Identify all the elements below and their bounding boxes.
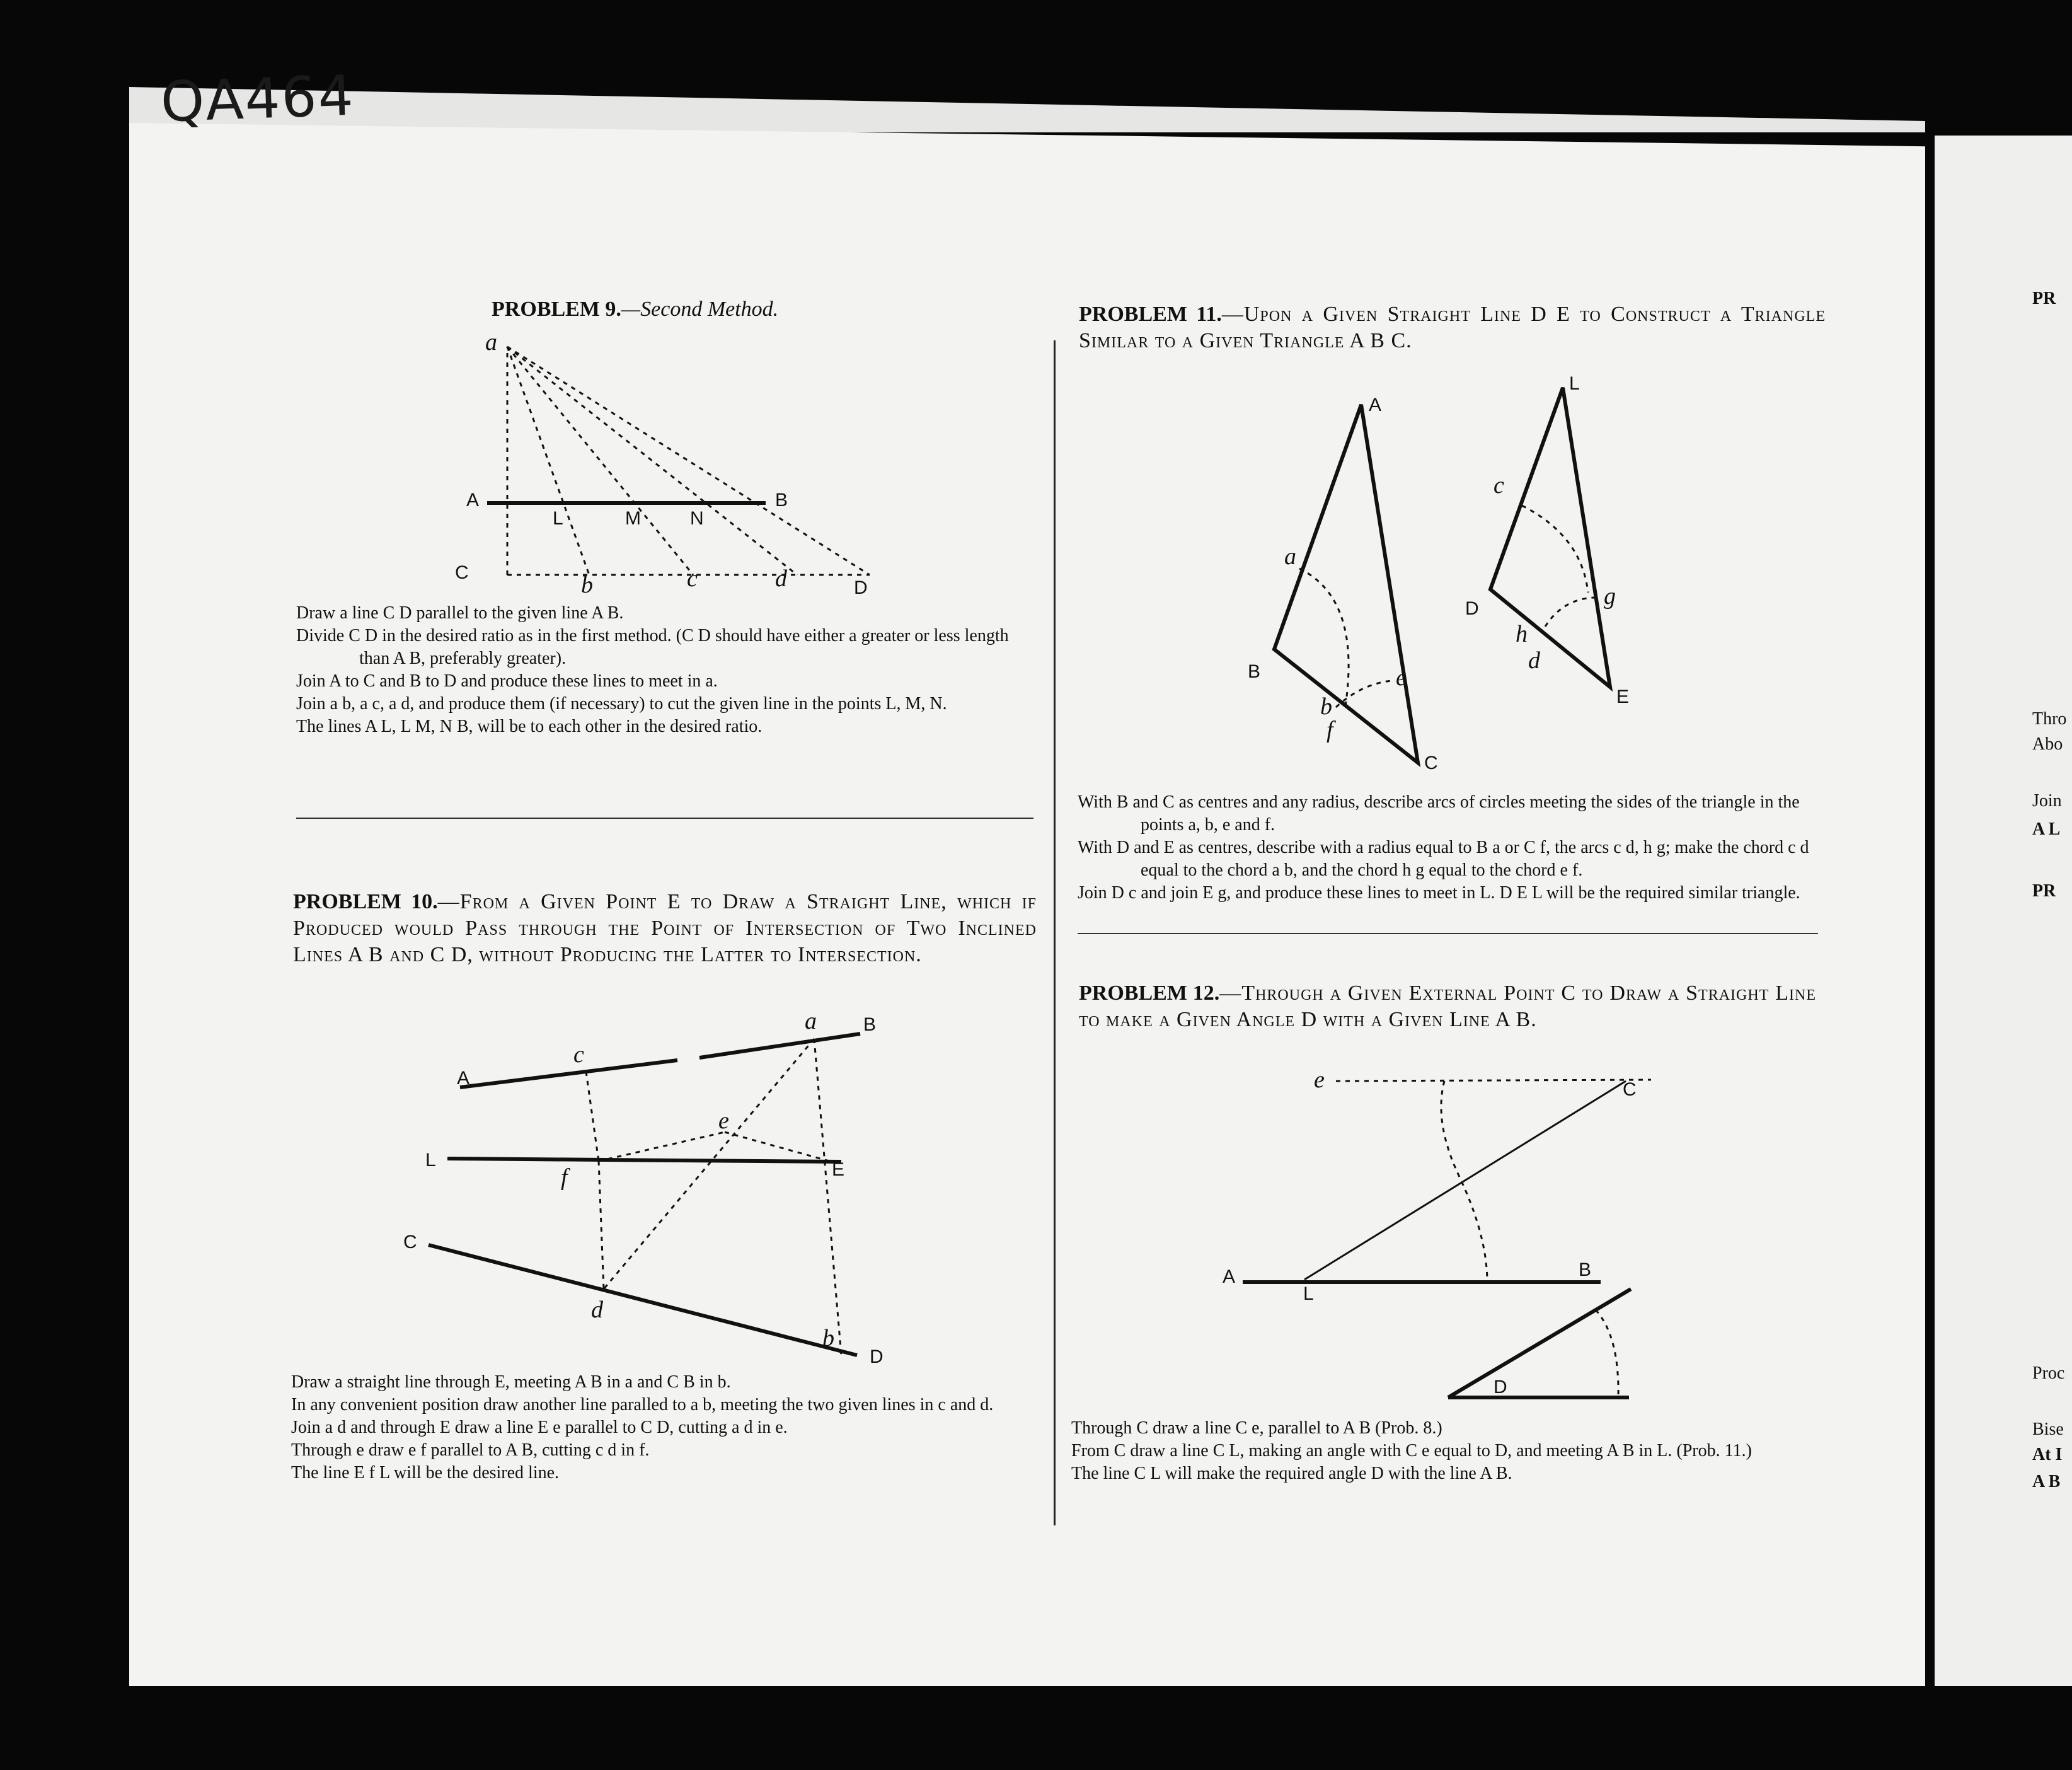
p12-label-e: e bbox=[1314, 1067, 1325, 1093]
facing-fragment-1: PR bbox=[2032, 289, 2056, 308]
p12-step-1: Through C draw a line C e, parallel to A B (Prob. 8.) bbox=[1071, 1418, 1442, 1438]
p10-diagram bbox=[403, 996, 933, 1387]
p12-label-B: B bbox=[1579, 1259, 1592, 1280]
p12-heading bbox=[1079, 980, 1816, 1033]
p12-labels bbox=[1223, 1067, 1637, 1397]
column-divider bbox=[1054, 340, 1056, 1525]
p11-label-e: e bbox=[1396, 664, 1407, 691]
p10-label-e: e bbox=[718, 1108, 729, 1134]
p12-diagram bbox=[1210, 1065, 1664, 1412]
facing-fragment-4: Join bbox=[2032, 791, 2062, 811]
facing-fragment-2: Thro bbox=[2032, 709, 2067, 729]
facing-fragment-10: A B bbox=[2032, 1472, 2061, 1491]
p9-steps bbox=[296, 602, 1040, 738]
p11-label-B: B bbox=[1248, 661, 1261, 682]
p11-label-L: L bbox=[1569, 373, 1580, 394]
p11-label-h: h bbox=[1516, 621, 1528, 647]
p9-step-5: The lines A L, L M, N B, will be to each other in the desired ratio. bbox=[296, 717, 763, 736]
p10-step-2: In any convenient position draw another line paralled to a b, meeting the two given lines in c and d. bbox=[291, 1395, 994, 1414]
p10-step-3: Join a d and through E draw a line E e parallel to C D, cutting a d in e. bbox=[291, 1418, 788, 1437]
p9-label-M: M bbox=[625, 508, 641, 529]
p11-label-f: f bbox=[1327, 717, 1333, 743]
p9-step-3: Join A to C and B to D and produce these lines to meet in a. bbox=[296, 671, 718, 691]
p11-step-1: With B and C as centres and any radius, describe arcs of circles meeting the sides of the triangle in the points a, b, e and f. bbox=[1078, 792, 1800, 835]
p9-label-C: C bbox=[455, 562, 469, 583]
p10-number: PROBLEM 10. bbox=[293, 890, 438, 913]
p10-label-B: B bbox=[863, 1014, 877, 1035]
facing-fragment-3: Abo bbox=[2032, 734, 2063, 754]
facing-fragment-6: PR bbox=[2032, 881, 2056, 901]
p9-label-c: c bbox=[687, 565, 698, 592]
p11-step-2: With D and E as centres, describe with a radius equal to B a or C f, the arcs c d, h g; make the chord c d equal to the chord a b, and the chord h g equal to the chord e f. bbox=[1078, 838, 1809, 880]
p9-step-1: Draw a line C D parallel to the given line A B. bbox=[296, 603, 624, 623]
p12-step-2: From C draw a line C L, making an angle with C e equal to D, and meeting A B in L. (Prob. 11.) bbox=[1071, 1441, 1752, 1461]
p10-step-4: Through e draw e f parallel to A B, cutting c d in f. bbox=[291, 1440, 650, 1460]
p9-separator bbox=[296, 818, 1033, 819]
p10-labels bbox=[403, 1008, 883, 1367]
p11-steps bbox=[1078, 791, 1821, 905]
p9-step-2: Divide C D in the desired ratio as in the first method. (C D should have either a greater or less length than A B, preferably greater). bbox=[296, 626, 1009, 668]
p10-label-c: c bbox=[573, 1041, 584, 1068]
facing-fragment-5: A L bbox=[2032, 819, 2061, 839]
p10-label-b: b bbox=[822, 1325, 834, 1351]
p12-number: PROBLEM 12. bbox=[1079, 981, 1220, 1005]
p9-label-d: d bbox=[775, 565, 787, 592]
p9-step-4: Join a b, a c, a d, and produce them (if necessary) to cut the given line in the points L, M, N. bbox=[296, 694, 947, 714]
p11-label-A: A bbox=[1369, 395, 1382, 415]
p11-heading bbox=[1079, 301, 1826, 354]
p9-label-a: a bbox=[485, 329, 497, 356]
p11-separator bbox=[1078, 933, 1818, 934]
p10-label-E: E bbox=[832, 1159, 845, 1180]
p9-labels bbox=[455, 329, 868, 598]
p11-label-C: C bbox=[1424, 753, 1438, 773]
facing-fragment-8: Bise bbox=[2032, 1420, 2064, 1439]
p11-label-E: E bbox=[1616, 686, 1630, 707]
p9-diagram bbox=[441, 321, 920, 599]
p11-diagram bbox=[1248, 372, 1676, 788]
p11-label-g: g bbox=[1604, 583, 1616, 610]
p10-label-f: f bbox=[561, 1164, 568, 1191]
p10-heading bbox=[293, 889, 1037, 968]
facing-fragment-7: Proc bbox=[2032, 1363, 2065, 1383]
p10-title: —From a Given Point E to Draw a Straight Line, which if Produced would Pass through the Point of Intersection of Two Inclined Lines A B and C D, without Producing the Latter to Intersection. bbox=[293, 890, 1037, 966]
p12-label-C: C bbox=[1623, 1079, 1637, 1100]
p10-label-a: a bbox=[805, 1008, 817, 1034]
p9-label-N: N bbox=[690, 508, 704, 529]
p10-step-1: Draw a straight line through E, meeting A B in a and C B in b. bbox=[291, 1372, 731, 1392]
p12-label-A: A bbox=[1223, 1266, 1236, 1287]
p11-label-D: D bbox=[1465, 598, 1479, 619]
p12-label-D: D bbox=[1494, 1377, 1507, 1397]
p11-label-a: a bbox=[1284, 543, 1296, 570]
p9-label-b: b bbox=[581, 572, 593, 598]
p12-label-L: L bbox=[1303, 1283, 1314, 1304]
facing-fragment-9: At I bbox=[2032, 1445, 2063, 1464]
p11-label-c: c bbox=[1494, 472, 1504, 499]
p10-label-L: L bbox=[425, 1150, 436, 1171]
p10-steps bbox=[291, 1371, 1047, 1484]
p10-label-A: A bbox=[457, 1068, 470, 1089]
p9-subtitle: Second Method. bbox=[640, 298, 779, 321]
p10-label-d: d bbox=[591, 1297, 603, 1323]
p11-step-3: Join D c and join E g, and produce these lines to meet in L. D E L will be the required similar triangle. bbox=[1078, 883, 1800, 903]
p12-title: —Through a Given External Point C to Draw a Straight Line to make a Given Angle D with a Given Line A B. bbox=[1079, 981, 1816, 1031]
p12-step-3: The line C L will make the required angle D with the line A B. bbox=[1071, 1464, 1512, 1483]
p11-number: PROBLEM 11. bbox=[1079, 303, 1222, 326]
p11-label-b: b bbox=[1320, 693, 1332, 720]
p9-label-A: A bbox=[466, 490, 480, 511]
p10-step-5: The line E f L will be the desired line. bbox=[291, 1463, 560, 1483]
call-number: QA464 bbox=[159, 62, 356, 135]
p9-label-B: B bbox=[775, 490, 788, 511]
p9-label-D: D bbox=[854, 577, 868, 598]
p11-label-d: d bbox=[1528, 647, 1540, 674]
p9-label-L: L bbox=[553, 508, 563, 529]
p9-number: PROBLEM 9. bbox=[492, 298, 621, 321]
p12-steps bbox=[1071, 1417, 1821, 1485]
p10-label-D: D bbox=[870, 1346, 883, 1367]
p9-heading: PROBLEM 9.—Second Method. bbox=[492, 298, 779, 321]
p11-title: —Upon a Given Straight Line D E to Construct a Triangle Similar to a Given Triangle A B C. bbox=[1079, 303, 1826, 352]
p10-label-C: C bbox=[403, 1232, 417, 1252]
